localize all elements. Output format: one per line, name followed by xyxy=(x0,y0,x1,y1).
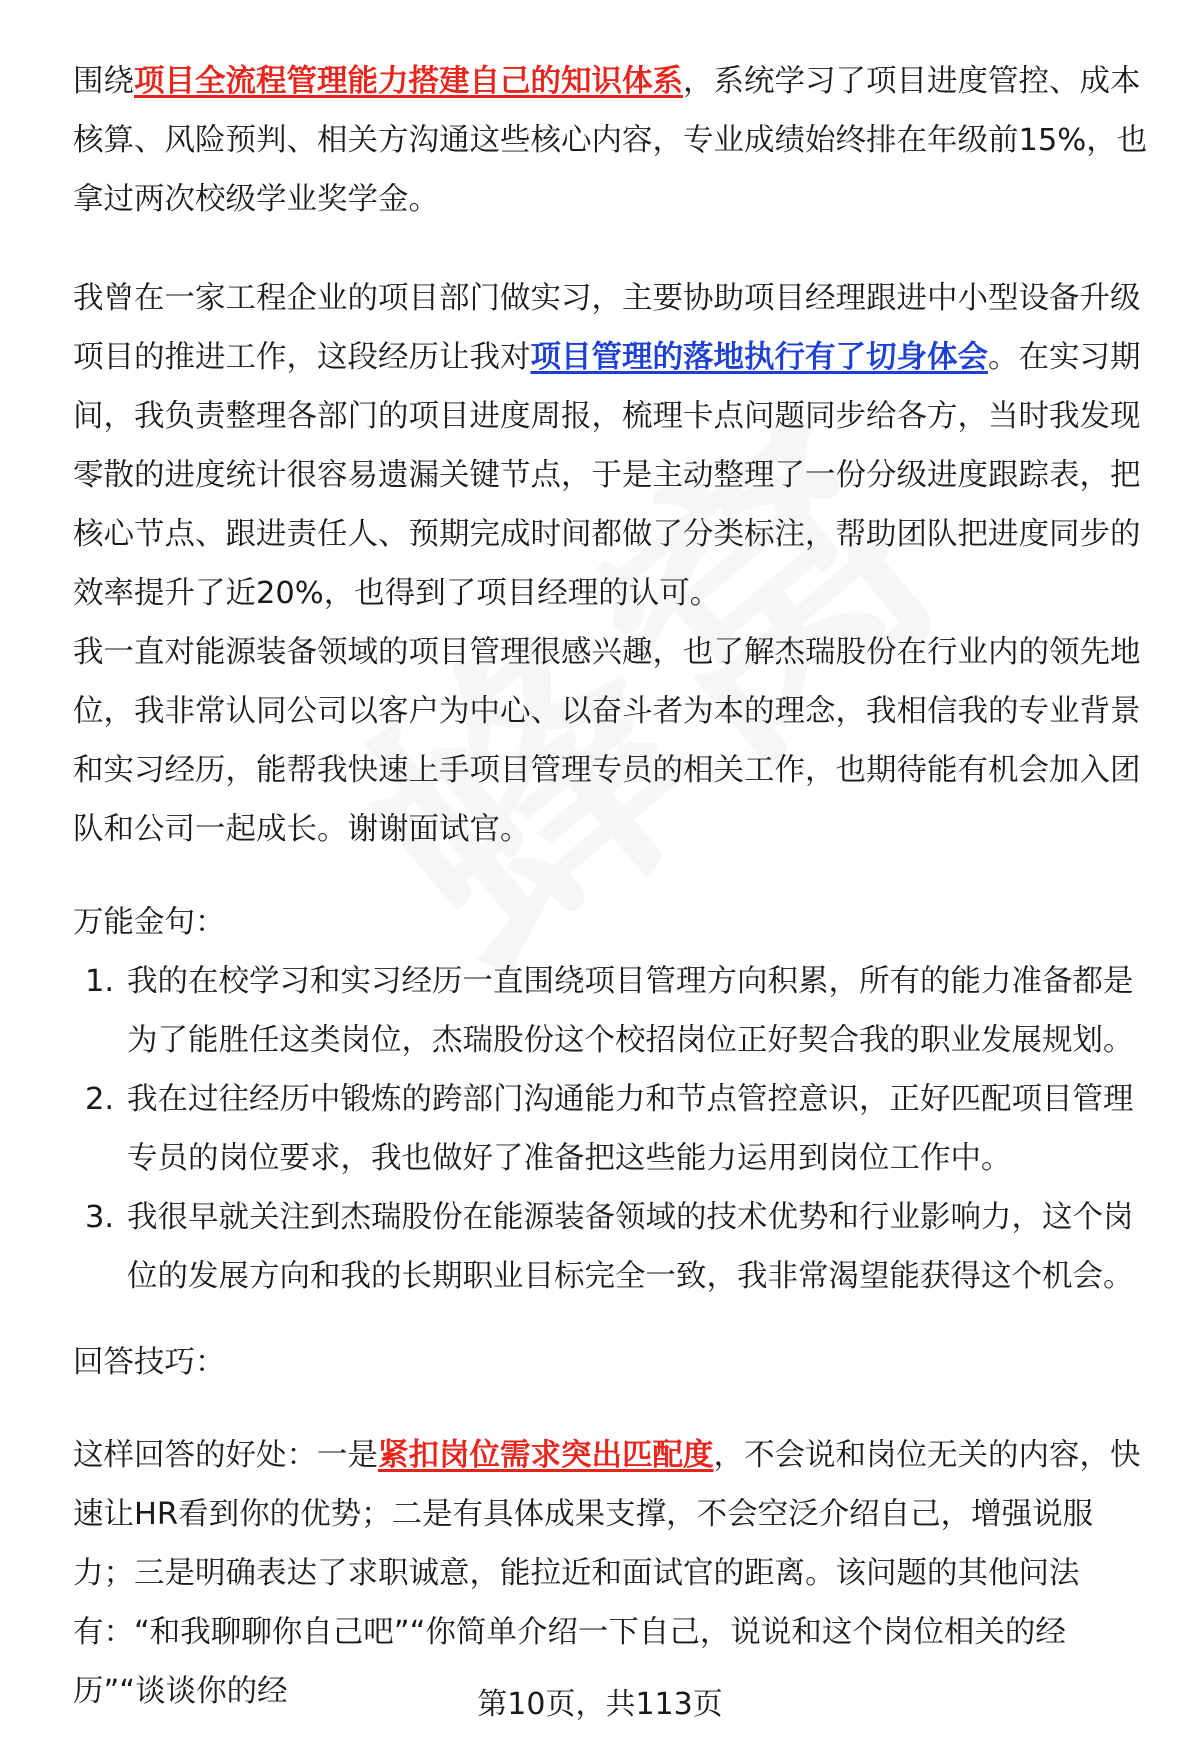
text: 。在实习期间，我负责整理各部门的项目进度周报，梳理卡点问题同步给各方，当时我发现零散的进度统计很容易遗漏关键节点，于是主动整理了一份分级进度跟踪表，把核心节点、跟进责任人、预期完成时间都做了分类标注，帮助团队把进度同步的效率提升了近20%，也得到了项目经理的认可。 xyxy=(73,340,1141,611)
text: 我曾在一家工程企业的项目部门做实习，主要协助项目经理跟进中小型设备升级项目的推进工作，这段经历让我对 xyxy=(73,281,1141,375)
paragraph-internship xyxy=(73,269,1151,623)
list-item xyxy=(73,1188,1151,1306)
text: ，系统学习了项目进度管控、成本核算、风险预判、相关方沟通这些核心内容，专业成绩始终排在年级前15%，也拿过两次校级学业奖学金。 xyxy=(73,64,1148,217)
tips-title: 回答技巧： xyxy=(73,1345,226,1380)
paragraph-motivation: 我一直对能源装备领域的项目管理很感兴趣，也了解杰瑞股份在行业内的领先地位，我非常认同公司以客户为中心、以奋斗者为本的理念，我相信我的专业背景和实习经历，能帮我快速上手项目管理专员的相关工作，也期待能有机会加入团队和公司一起成长。谢谢面试官。 xyxy=(73,635,1141,847)
red-highlight: 紧扣岗位需求突出匹配度 xyxy=(378,1438,714,1473)
red-highlight: 项目全流程管理能力搭建自己的知识体系 xyxy=(134,64,683,99)
list-item xyxy=(73,1070,1151,1188)
paragraph-tips xyxy=(73,1426,1151,1721)
list-number: 1. xyxy=(85,964,115,999)
list-text: 我的在校学习和实习经历一直围绕项目管理方向积累，所有的能力准备都是为了能胜任这类岗位，杰瑞股份这个校招岗位正好契合我的职业发展规划。 xyxy=(127,964,1134,1058)
list-item xyxy=(73,952,1151,1070)
golden-list xyxy=(73,952,1151,1306)
list-number: 2. xyxy=(85,1082,115,1117)
text: 围绕 xyxy=(73,64,134,99)
paragraph-study xyxy=(73,52,1151,229)
list-number: 3. xyxy=(85,1200,115,1235)
page-number: 第10页，共113页 xyxy=(477,1687,723,1722)
blue-highlight: 项目管理的落地执行有了切身体会 xyxy=(530,340,988,375)
list-text: 我很早就关注到杰瑞股份在能源装备领域的技术优势和行业影响力，这个岗位的发展方向和我的长期职业目标完全一致，我非常渴望能获得这个机会。 xyxy=(127,1200,1134,1294)
list-text: 我在过往经历中锻炼的跨部门沟通能力和节点管控意识，正好匹配项目管理专员的岗位要求，我也做好了准备把这些能力运用到岗位工作中。 xyxy=(127,1082,1134,1176)
text: 这样回答的好处：一是 xyxy=(73,1438,378,1473)
text: ，不会说和岗位无关的内容，快速让HR看到你的优势；二是有具体成果支撑，不会空泛介绍自己，增强说服力；三是明确表达了求职诚意，能拉近和面试官的距离。该问题的其他问法有：“和我聊聊你自己吧”“你简单介绍一下自己，说说和这个岗位相关的经历”“谈谈你的经 xyxy=(73,1438,1141,1709)
golden-title: 万能金句： xyxy=(73,905,226,940)
document-body xyxy=(73,52,1151,1721)
